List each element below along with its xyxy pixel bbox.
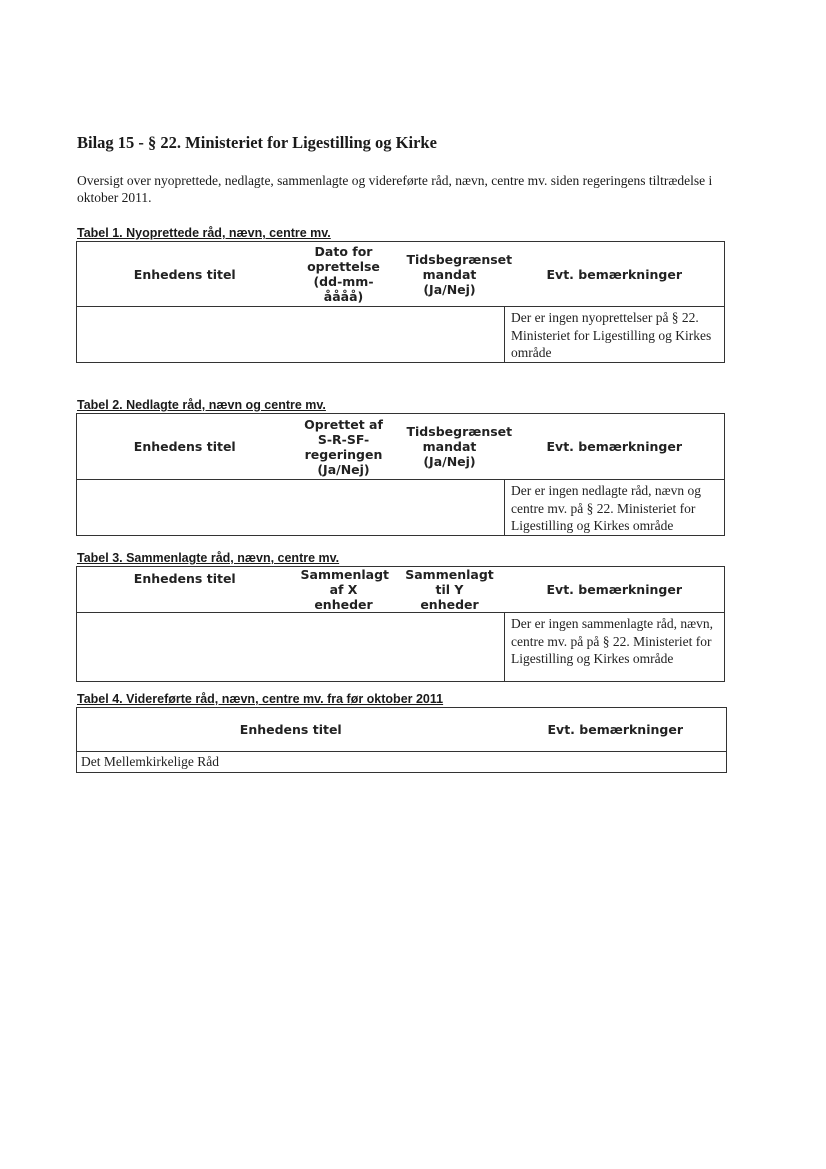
table2-header-mandate: Tidsbegrænset mandat (Ja/Nej)	[395, 414, 505, 480]
table1-header-title: Enhedens titel	[77, 242, 293, 307]
table4-caption: Tabel 4. Videreførte råd, nævn, centre mv. fra før oktober 2011	[77, 692, 444, 706]
table3-remark: Der er ingen sammenlagte råd, nævn, centre mv. på på § 22. Ministeriet for Ligestilling og Kirkes område	[505, 613, 725, 682]
table4-row-remark	[505, 752, 727, 773]
table2-header-created-by: Oprettet af S-R-SF-regeringen (Ja/Nej)	[293, 414, 395, 480]
table3-header-merged-to: Sammenlagt til Y enheder	[395, 567, 505, 613]
table4-row-title: Det Mellemkirkelige Råd	[81, 754, 219, 769]
table2	[76, 413, 725, 536]
page-title: Bilag 15 - § 22. Ministeriet for Ligestilling og Kirke	[77, 133, 437, 152]
table1-empty-cells	[77, 307, 505, 363]
table1-header-mandate: Tidsbegrænset mandat (Ja/Nej)	[395, 242, 505, 307]
table3-caption: Tabel 3. Sammenlagte råd, nævn, centre mv.	[77, 551, 340, 565]
table2-remark: Der er ingen nedlagte råd, nævn og centre mv. på § 22. Ministeriet for Ligestilling og Kirkes område	[505, 480, 725, 536]
table2-header-remarks: Evt. bemærkninger	[505, 414, 725, 480]
table1-remark: Der er ingen nyoprettelser på § 22. Ministeriet for Ligestilling og Kirkes område	[505, 307, 725, 363]
table4-header-remarks: Evt. bemærkninger	[505, 708, 727, 752]
table4-header-title: Enhedens titel	[77, 708, 505, 752]
table4	[76, 707, 727, 773]
table2-empty-cells	[77, 480, 505, 536]
table3	[76, 566, 725, 682]
table2-caption: Tabel 2. Nedlagte råd, nævn og centre mv.	[77, 398, 326, 412]
intro-paragraph: Oversigt over nyoprettede, nedlagte, sammenlagte og videreførte råd, nævn, centre mv. siden regeringens tiltrædelse i oktober 2011.	[77, 173, 713, 205]
table1-header-date: Dato for oprettelse (dd-mm-åååå)	[293, 242, 395, 307]
table3-header-title: Enhedens titel	[77, 567, 293, 613]
table3-header-remarks: Evt. bemærkninger	[505, 567, 725, 613]
table-row	[77, 752, 727, 773]
table1-header-remarks: Evt. bemærkninger	[505, 242, 725, 307]
table3-empty-cells	[77, 613, 505, 682]
table2-header-title: Enhedens titel	[77, 414, 293, 480]
table3-header-merged-from: Sammenlagt af X enheder	[293, 567, 395, 613]
table1-caption: Tabel 1. Nyoprettede råd, nævn, centre mv.	[77, 226, 331, 240]
table1	[76, 241, 725, 363]
